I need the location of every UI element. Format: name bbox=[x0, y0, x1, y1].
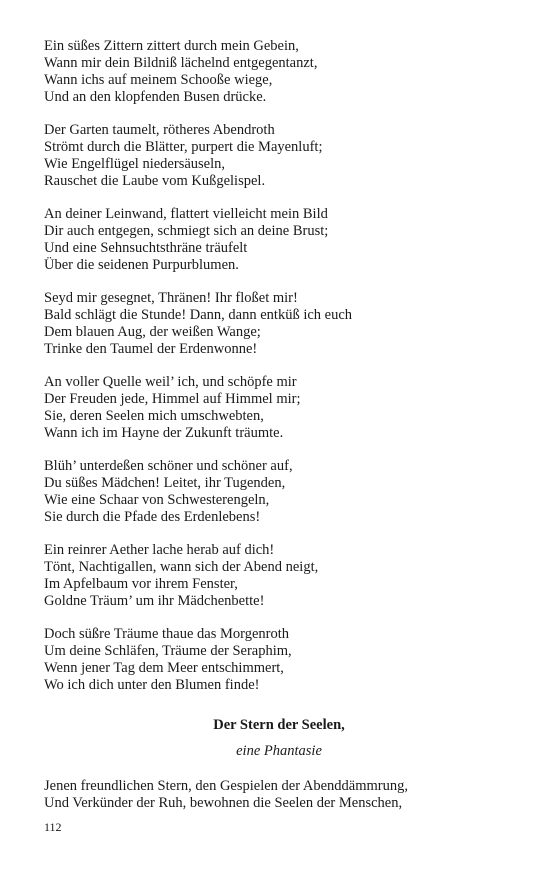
poem-page bbox=[44, 38, 514, 812]
verse-line: An deiner Leinwand, flattert vielleicht mein Bild bbox=[44, 206, 328, 222]
stanza bbox=[44, 458, 514, 526]
verse-line: Wo ich dich unter den Blumen finde! bbox=[44, 677, 260, 693]
prose-line: Jenen freundlichen Stern, den Gespielen der Abenddämmrung, bbox=[44, 778, 409, 794]
section-subtitle: eine Phantasie bbox=[236, 743, 322, 759]
stanza bbox=[44, 290, 514, 358]
stanza bbox=[44, 626, 514, 694]
verse-line: Wann mir dein Bildniß lächelnd entgegentanzt, bbox=[44, 55, 318, 71]
verse-line: Wann ichs auf meinem Schooße wiege, bbox=[44, 72, 273, 88]
verse-line: Dir auch entgegen, schmiegt sich an deine Brust; bbox=[44, 223, 329, 239]
verse-line: Wie eine Schaar von Schwesterengeln, bbox=[44, 492, 270, 508]
verse-line: Doch süßre Träume thaue das Morgenroth bbox=[44, 626, 289, 642]
section-title: Der Stern der Seelen, bbox=[213, 717, 345, 733]
verse-line: Tönt, Nachtigallen, wann sich der Abend neigt, bbox=[44, 559, 319, 575]
verse-line: Blüh’ unterdeßen schöner und schöner auf, bbox=[44, 458, 293, 474]
verse-line: Goldne Träum’ um ihr Mädchenbette! bbox=[44, 593, 265, 609]
stanza bbox=[44, 122, 514, 190]
page-number: 112 bbox=[44, 820, 62, 834]
verse-line: Rauschet die Laube vom Kußgelispel. bbox=[44, 173, 266, 189]
verse-line: Wie Engelflügel niedersäuseln, bbox=[44, 156, 226, 172]
stanza bbox=[44, 38, 514, 106]
verse-line: Der Garten taumelt, rötheres Abendroth bbox=[44, 122, 275, 138]
verse-line: Trinke den Taumel der Erdenwonne! bbox=[44, 341, 258, 357]
poem-stanzas bbox=[44, 38, 514, 694]
verse-line: Strömt durch die Blätter, purpert die Mayenluft; bbox=[44, 139, 323, 155]
verse-line: Seyd mir gesegnet, Thränen! Ihr floßet mir! bbox=[44, 290, 298, 306]
verse-line: Dem blauen Aug, der weißen Wange; bbox=[44, 324, 261, 340]
prose-line: Und Verkünder der Ruh, bewohnen die Seelen der Menschen, bbox=[44, 795, 403, 811]
verse-line: Ein reinrer Aether lache herab auf dich! bbox=[44, 542, 275, 558]
verse-line: Sie durch die Pfade des Erdenlebens! bbox=[44, 509, 261, 525]
verse-line: Über die seidenen Purpurblumen. bbox=[44, 257, 239, 273]
verse-line: Bald schlägt die Stunde! Dann, dann entküß ich euch bbox=[44, 307, 353, 323]
verse-line: An voller Quelle weil’ ich, und schöpfe mir bbox=[44, 374, 297, 390]
verse-line: Du süßes Mädchen! Leitet, ihr Tugenden, bbox=[44, 475, 286, 491]
verse-line: Wenn jener Tag dem Meer entschimmert, bbox=[44, 660, 284, 676]
prose-lines bbox=[44, 778, 514, 812]
verse-line: Und eine Sehnsuchtsthräne träufelt bbox=[44, 240, 248, 256]
verse-line: Ein süßes Zittern zittert durch mein Gebein, bbox=[44, 38, 299, 54]
stanza bbox=[44, 542, 514, 610]
stanza bbox=[44, 206, 514, 274]
stanza bbox=[44, 374, 514, 442]
verse-line: Der Freuden jede, Himmel auf Himmel mir; bbox=[44, 391, 301, 407]
verse-line: Wann ich im Hayne der Zukunft träumte. bbox=[44, 425, 284, 441]
section-heading-block bbox=[44, 716, 514, 760]
verse-line: Um deine Schläfen, Träume der Seraphim, bbox=[44, 643, 292, 659]
verse-line: Im Apfelbaum vor ihrem Fenster, bbox=[44, 576, 238, 592]
verse-line: Und an den klopfenden Busen drücke. bbox=[44, 89, 267, 105]
verse-line: Sie, deren Seelen mich umschwebten, bbox=[44, 408, 264, 424]
